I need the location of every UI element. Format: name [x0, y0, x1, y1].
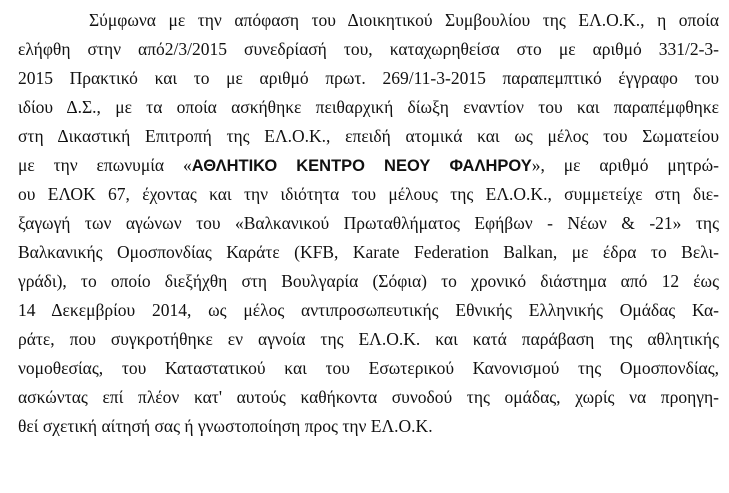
paragraph-line-6 — [18, 155, 719, 177]
paragraph-line-9: Βαλκανικής Ομοσπονδίας Καράτε (KFB, Karate Federation Balkan, με έδρα το Βελι- — [18, 242, 719, 262]
line-6-before: με την επωνυμία « — [18, 155, 192, 175]
paragraph-line-8: ξαγωγή των αγώνων του «Βαλκανικού Πρωταθλήματος Εφήβων - Νέων & -21» της — [18, 213, 719, 233]
paragraph-line-5: στη Δικαστική Επιτροπή της ΕΛ.Ο.Κ., επειδή ατομικά και ως μέλος του Σωματείου — [18, 126, 719, 146]
paragraph-line-1: Σύμφωνα με την απόφαση του Διοικητικού Συμβουλίου της ΕΛ.Ο.Κ., η οποία — [89, 10, 719, 30]
line-6-after: », με αριθμό μητρώ- — [531, 155, 719, 175]
paragraph-line-13: νομοθεσίας, του Καταστατικού και του Εσωτερικού Κανονισμού της Ομοσπονδίας, — [18, 358, 719, 378]
paragraph-line-11: 14 Δεκεμβρίου 2014, ως μέλος αντιπροσωπευτικής Εθνικής Ελληνικής Ομάδας Κα- — [18, 300, 719, 320]
paragraph-line-4: ιδίου Δ.Σ., με τα οποία ασκήθηκε πειθαρχική δίωξη εναντίον του και παραπέμφθηκε — [18, 97, 719, 117]
paragraph-line-2: ελήφθη στην από2/3/2015 συνεδρίασή του, καταχωρηθείσα στο με αριθμό 331/2-3- — [18, 39, 719, 59]
paragraph-line-15: θεί σχετική αίτησή σας ή γνωστοποίηση προς την ΕΛ.Ο.Κ. — [18, 416, 433, 436]
paragraph-line-7: ου ΕΛΟΚ 67, έχοντας και την ιδιότητα του μέλους της ΕΛ.Ο.Κ., συμμετείχε στη διε- — [18, 184, 719, 204]
paragraph-line-12: ράτε, που συγκροτήθηκε εν αγνοία της ΕΛ.Ο.Κ. και κατά παράβαση της αθλητικής — [18, 329, 719, 349]
club-name: ΑΘΛΗΤΙΚΟ ΚΕΝΤΡΟ ΝΕΟΥ ΦΑΛΗΡΟΥ — [191, 157, 532, 175]
paragraph-line-3: 2015 Πρακτικό και το με αριθμό πρωτ. 269/11-3-2015 παραπεμπτικό έγγραφο του — [18, 68, 719, 88]
paragraph-line-14: ασκώντας επί πλέον κατ' αυτούς καθήκοντα συνοδού της ομάδας, χωρίς να προηγη- — [18, 387, 719, 407]
paragraph-line-10: γράδι), το οποίο διεξήχθη στη Βουλγαρία (Σόφια) το χρονικό διάστημα από 12 έως — [18, 271, 719, 291]
